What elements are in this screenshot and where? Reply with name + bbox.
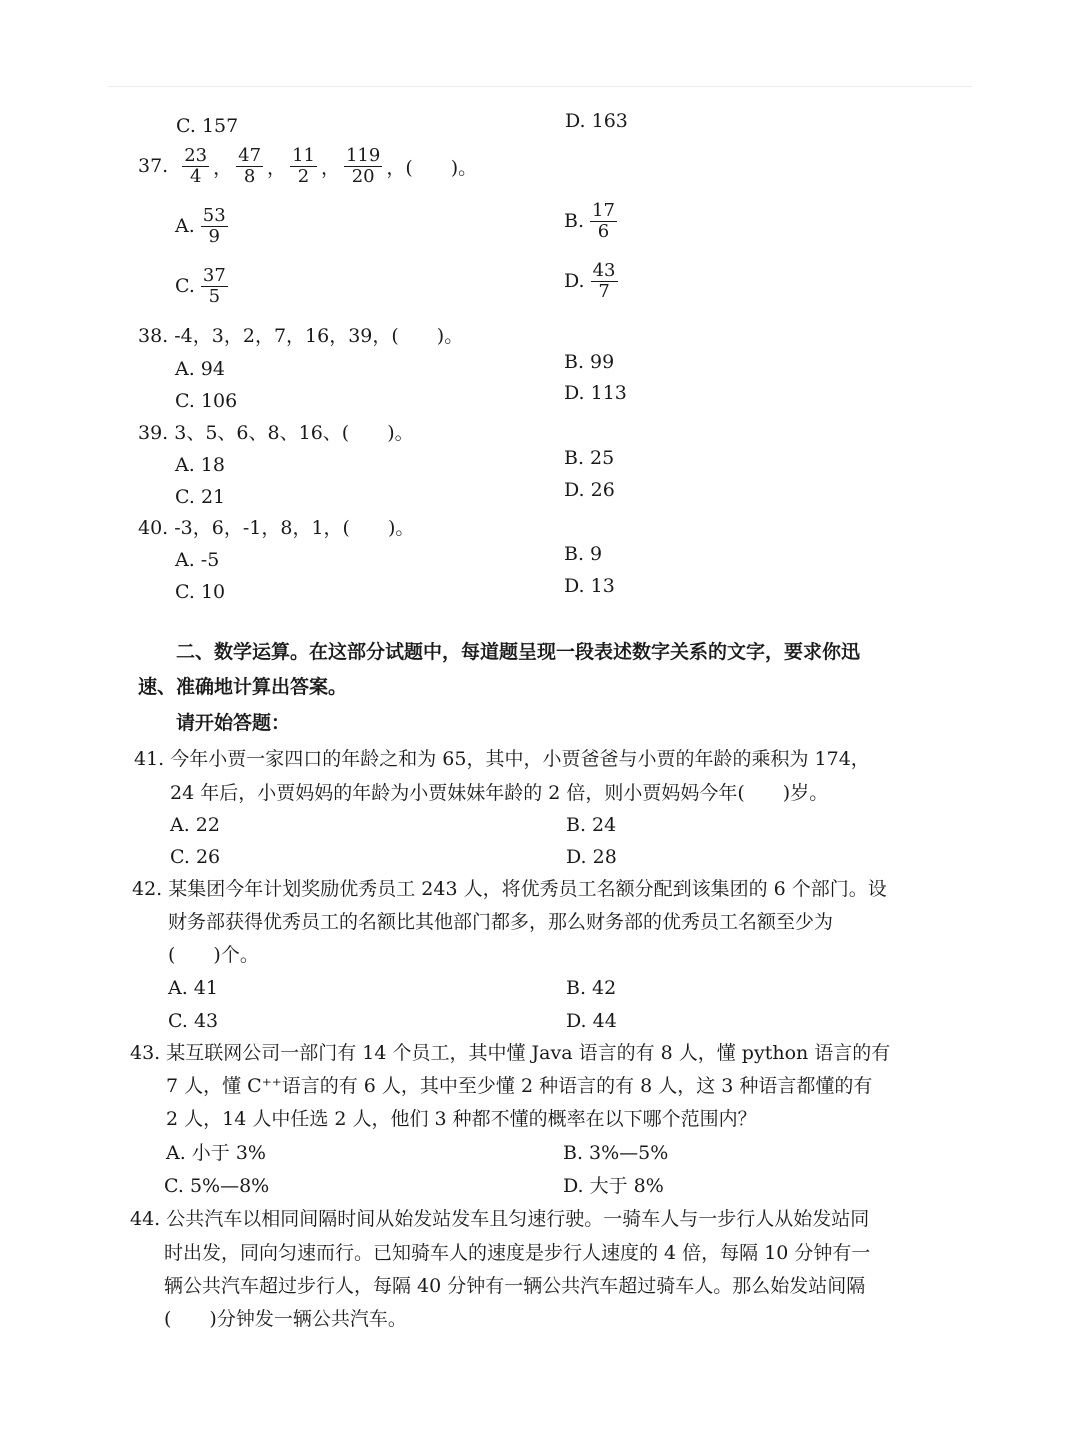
q42-stem-line2: 财务部获得优秀员工的名额比其他部门都多，那么财务部的优秀员工名额至少为: [168, 911, 834, 933]
q41-stem-line2: 24 年后，小贾妈妈的年龄为小贾妹妹年龄的 2 倍，则小贾妈妈今年( )岁。: [170, 782, 829, 804]
section2-heading-line1: 二、数学运算。在这部分试题中，每道题呈现一段表述数字关系的文字，要求你迅: [176, 641, 861, 663]
option-label: A.: [175, 215, 195, 238]
q41-option-c: C. 26: [170, 846, 221, 868]
q44-stem-line2: 时出发，同向匀速而行。已知骑车人的速度是步行人速度的 4 倍，每隔 10 分钟有一: [164, 1242, 871, 1264]
q37-blank: ，( )。: [386, 156, 478, 179]
q40-option-b: B. 9: [564, 543, 603, 565]
q38-option-d: D. 113: [564, 382, 627, 404]
q43-stem-line1: 43. 某互联网公司一部门有 14 个员工，其中懂 Java 语言的有 8 人，懂 python 语言的有: [130, 1042, 891, 1064]
q37-separator: ，: [213, 156, 233, 179]
q43-stem-line2: 7 人，懂 C⁺⁺语言的有 6 人，其中至少懂 2 种语言的有 8 人，这 3 种语言都懂的有: [166, 1075, 873, 1097]
q37-term-4: $\frac{119}{20}$: [345, 145, 381, 187]
q37-term-2: $\frac{47}{8}$: [238, 145, 262, 187]
q42-stem-line3: ( )个。: [168, 944, 259, 966]
q40-option-d: D. 13: [564, 575, 615, 597]
q44-stem-line1: 44. 公共汽车以相同间隔时间从始发站发车且匀速行驶。一骑车人与一步行人从始发站同: [130, 1208, 870, 1230]
q42-option-d: D. 44: [566, 1010, 617, 1032]
option-fraction: $\frac{43}{7}$: [592, 260, 616, 302]
q37-separator: ，: [320, 156, 340, 179]
q43-option-a: A. 小于 3%: [166, 1142, 266, 1164]
option-label: D.: [564, 270, 585, 293]
q40-option-c: C. 10: [175, 581, 226, 603]
q43-option-c: C. 5%—8%: [164, 1175, 270, 1197]
q37-stem: [138, 146, 477, 187]
q42-option-c: C. 43: [168, 1010, 219, 1032]
q37-term-1: $\frac{23}{4}$: [184, 145, 208, 187]
option-fraction: $\frac{37}{5}$: [202, 265, 226, 307]
option-fraction: $\frac{53}{9}$: [202, 205, 226, 247]
q36-option-c: C. 157: [176, 115, 239, 137]
option-label: C.: [175, 275, 195, 298]
q43-stem-line3: 2 人，14 人中任选 2 人，他们 3 种都不懂的概率在以下哪个范围内？: [166, 1108, 757, 1130]
option-fraction: $\frac{17}{6}$: [592, 200, 615, 242]
q44-stem-line4: ( )分钟发一辆公共汽车。: [164, 1308, 407, 1330]
q39-option-c: C. 21: [175, 486, 226, 508]
q41-option-b: B. 24: [566, 814, 617, 836]
q38-option-a: A. 94: [175, 358, 225, 380]
option-label: B.: [564, 210, 585, 233]
q41-option-d: D. 28: [566, 846, 617, 868]
q37-option-d: [564, 261, 618, 302]
q43-option-d: D. 大于 8%: [563, 1175, 664, 1197]
q37-number: 37.: [138, 155, 169, 178]
q37-term-3: $\frac{11}{2}$: [292, 145, 315, 187]
q38-option-b: B. 99: [564, 351, 615, 373]
q36-option-d: D. 163: [565, 110, 628, 132]
q38-option-c: C. 106: [175, 390, 238, 412]
section2-heading-line2: 速、准确地计算出答案。: [138, 676, 348, 698]
q37-option-a: [175, 206, 228, 247]
q42-option-b: B. 42: [566, 977, 617, 999]
q42-stem-line1: 42. 某集团今年计划奖励优秀员工 243 人，将优秀员工名额分配到该集团的 6 个部门。设: [132, 878, 887, 900]
section2-start-prompt: 请开始答题：: [176, 712, 291, 734]
q44-stem-line3: 辆公共汽车超过步行人，每隔 40 分钟有一辆公共汽车超过骑车人。那么始发站间隔: [164, 1275, 866, 1297]
q40-stem: 40. -3，6，-1，8，1，( )。: [138, 517, 415, 539]
q37-option-b: [564, 201, 617, 242]
page-top-divider: [108, 86, 972, 87]
q42-option-a: A. 41: [168, 977, 218, 999]
q38-stem: 38. -4，3，2，7，16，39，( )。: [138, 325, 464, 347]
q43-option-b: B. 3%—5%: [563, 1142, 669, 1164]
q41-option-a: A. 22: [170, 814, 220, 836]
q39-stem: 39. 3、5、6、8、16、( )。: [138, 422, 414, 444]
q39-option-b: B. 25: [564, 447, 615, 469]
q37-separator: ，: [267, 156, 287, 179]
q39-option-a: A. 18: [175, 454, 225, 476]
q40-option-a: A. -5: [175, 549, 220, 571]
q39-option-d: D. 26: [564, 479, 615, 501]
q41-stem-line1: 41. 今年小贾一家四口的年龄之和为 65，其中，小贾爸爸与小贾的年龄的乘积为 174，: [134, 748, 870, 770]
q37-option-c: [175, 266, 228, 307]
